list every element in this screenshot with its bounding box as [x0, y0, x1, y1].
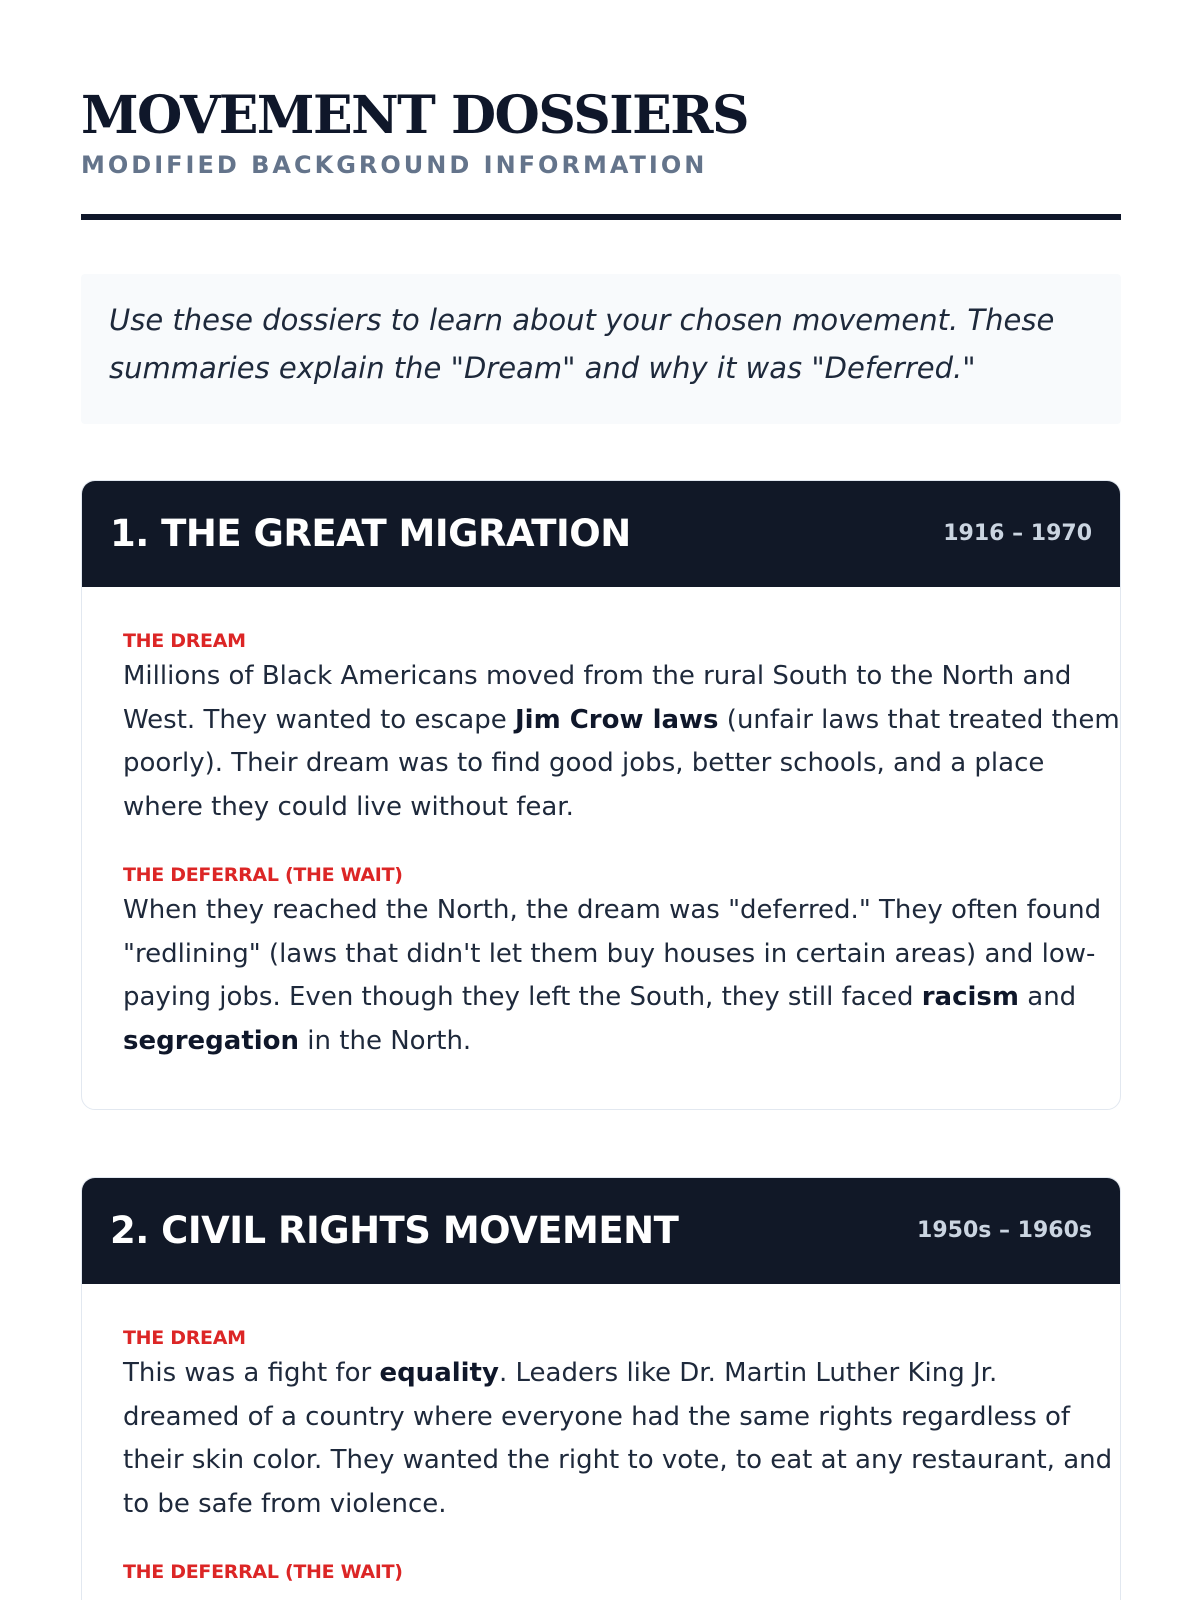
dossier-dates: 1950s – 1960s — [917, 1218, 1092, 1243]
dossier-title: 2. CIVIL RIGHTS MOVEMENT — [110, 1209, 679, 1252]
page-title: MOVEMENT DOSSIERS — [81, 85, 749, 146]
dossier-title: 1. THE GREAT MIGRATION — [110, 512, 631, 555]
intro-callout — [81, 274, 1121, 424]
dossier-card-great-migration — [81, 480, 1121, 1110]
deferral-paragraph — [123, 889, 1101, 1063]
emphasis-term: Jim Crow laws — [515, 704, 719, 735]
deferral-label: THE DEFERRAL (THE WAIT) — [123, 1561, 403, 1583]
header-divider — [81, 214, 1121, 220]
deferral-label: THE DEFERRAL (THE WAIT) — [123, 864, 403, 886]
document-header — [81, 85, 1121, 180]
text-line: where they could live without fear. — [123, 791, 574, 822]
dream-label: THE DREAM — [123, 1327, 246, 1349]
text-line: to be safe from violence. — [123, 1488, 447, 1519]
text-segment: in the North. — [299, 1025, 472, 1056]
text-line: their skin color. They wanted the right to vote, to eat at any restaurant, and — [123, 1445, 1113, 1475]
text-segment: . Leaders like Dr. Martin Luther King Jr. — [498, 1358, 998, 1388]
text-line: When they reached the North, the dream was "deferred." They often found — [123, 895, 1102, 925]
dream-paragraph — [123, 1352, 1112, 1526]
dossier-header — [82, 1178, 1120, 1284]
intro-line-1: Use these dossiers to learn about your chosen movement. These — [109, 303, 1055, 337]
text-segment: and — [1019, 982, 1077, 1012]
text-segment: paying jobs. Even though they left the South, they still faced — [123, 982, 922, 1012]
text-line: dreamed of a country where everyone had the same rights regardless of — [123, 1401, 1071, 1432]
text-segment: This was a fight for — [123, 1358, 380, 1388]
emphasis-term: segregation — [123, 1025, 300, 1056]
emphasis-term: equality — [379, 1358, 499, 1388]
emphasis-term: racism — [921, 982, 1019, 1012]
text-line: Millions of Black Americans moved from the rural South to the North and — [123, 661, 1072, 691]
dream-label: THE DREAM — [123, 630, 246, 652]
dossier-dates: 1916 – 1970 — [943, 521, 1092, 546]
intro-text — [109, 296, 1101, 392]
page-subtitle: MODIFIED BACKGROUND INFORMATION — [81, 151, 708, 179]
dossier-card-civil-rights — [81, 1177, 1121, 1600]
intro-line-2: summaries explain the "Dream" and why it was "Deferred." — [109, 351, 976, 385]
text-segment: West. They wanted to escape — [123, 704, 515, 735]
dossier-header — [82, 481, 1120, 587]
dream-paragraph — [123, 655, 1120, 829]
text-line: "redlining" (laws that didn't let them buy houses in certain areas) and low- — [123, 938, 1096, 969]
text-segment: (unfair laws that treated them — [718, 704, 1120, 735]
text-line: poorly). Their dream was to find good jobs, better schools, and a place — [123, 748, 1045, 778]
